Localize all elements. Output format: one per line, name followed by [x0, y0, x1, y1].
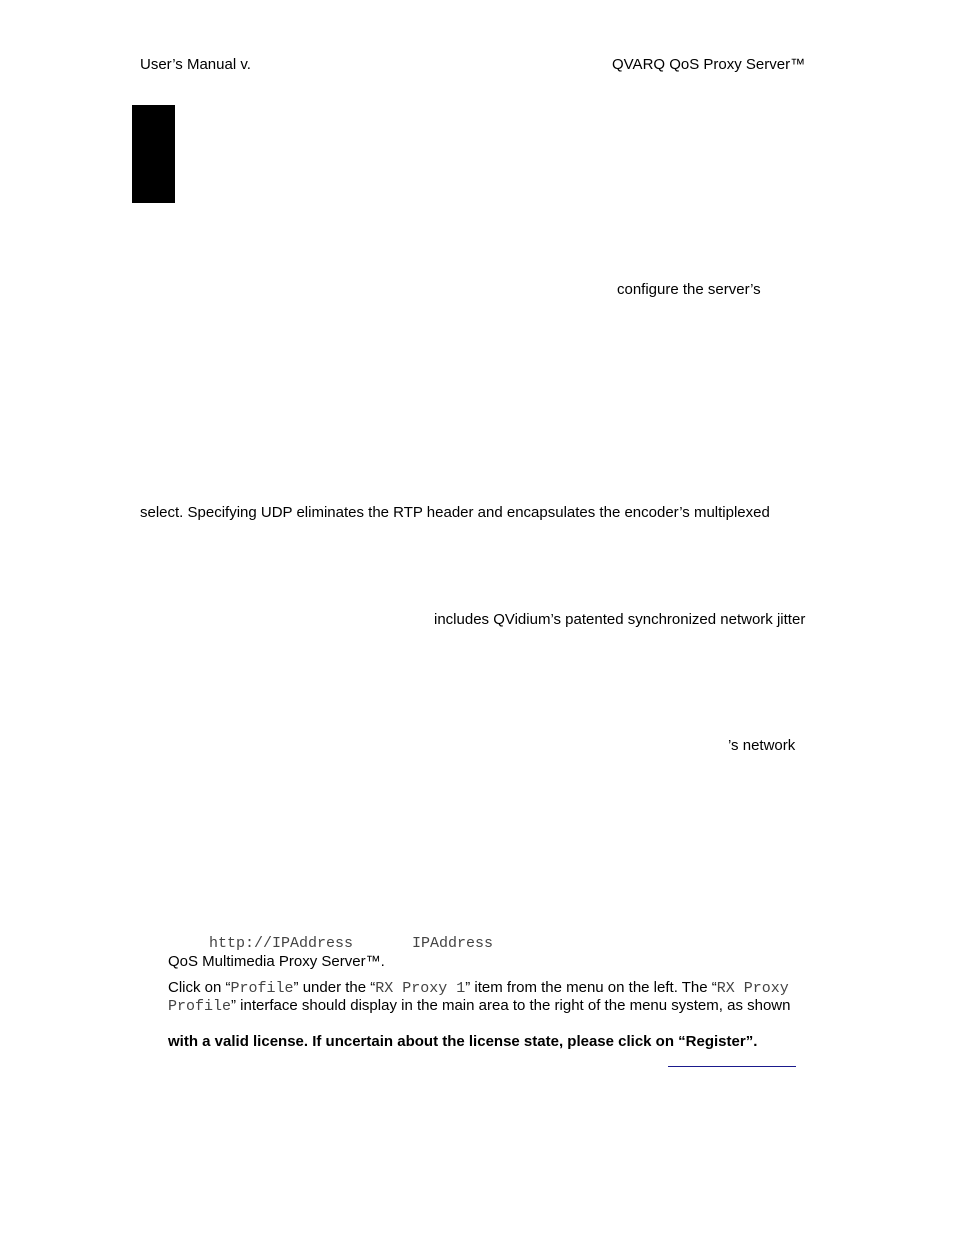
- url-code: http://IPAddress: [209, 935, 354, 952]
- click-on-text: Click on “: [168, 979, 231, 996]
- under-the-text: ” under the “: [293, 979, 376, 996]
- header-right: QVARQ QoS Proxy Server™: [612, 56, 806, 73]
- item-text: ” item from the menu on the left. The “: [465, 979, 717, 996]
- network-fragment: ’s network: [728, 737, 796, 754]
- rx-proxy-profile-code-a: RX Proxy: [716, 980, 789, 997]
- qos-server-text: QoS Multimedia Proxy Server™.: [168, 953, 385, 970]
- rx-proxy-code: RX Proxy 1: [375, 980, 466, 997]
- rx-proxy-profile-code-b: Profile: [168, 998, 232, 1015]
- configure-fragment: configure the server’s: [617, 281, 761, 298]
- license-note: with a valid license. If uncertain about the license state, please click on “Register”.: [168, 1033, 758, 1050]
- udp-sentence: select. Specifying UDP eliminates the RTP header and encapsulates the encoder’s multiplexed: [140, 504, 770, 521]
- hyperlink-underline[interactable]: [668, 1066, 796, 1067]
- ip-code: IPAddress: [412, 935, 494, 952]
- interface-line: [168, 997, 790, 1015]
- chapter-tab-block: [132, 105, 175, 203]
- interface-text: ” interface should display in the main area to the right of the menu system, as shown: [231, 997, 791, 1014]
- profile-code: Profile: [230, 980, 294, 997]
- click-profile-line: [168, 979, 789, 997]
- jitter-fragment: includes QVidium’s patented synchronized network jitter: [434, 611, 806, 628]
- header-left: User’s Manual v.: [140, 56, 251, 73]
